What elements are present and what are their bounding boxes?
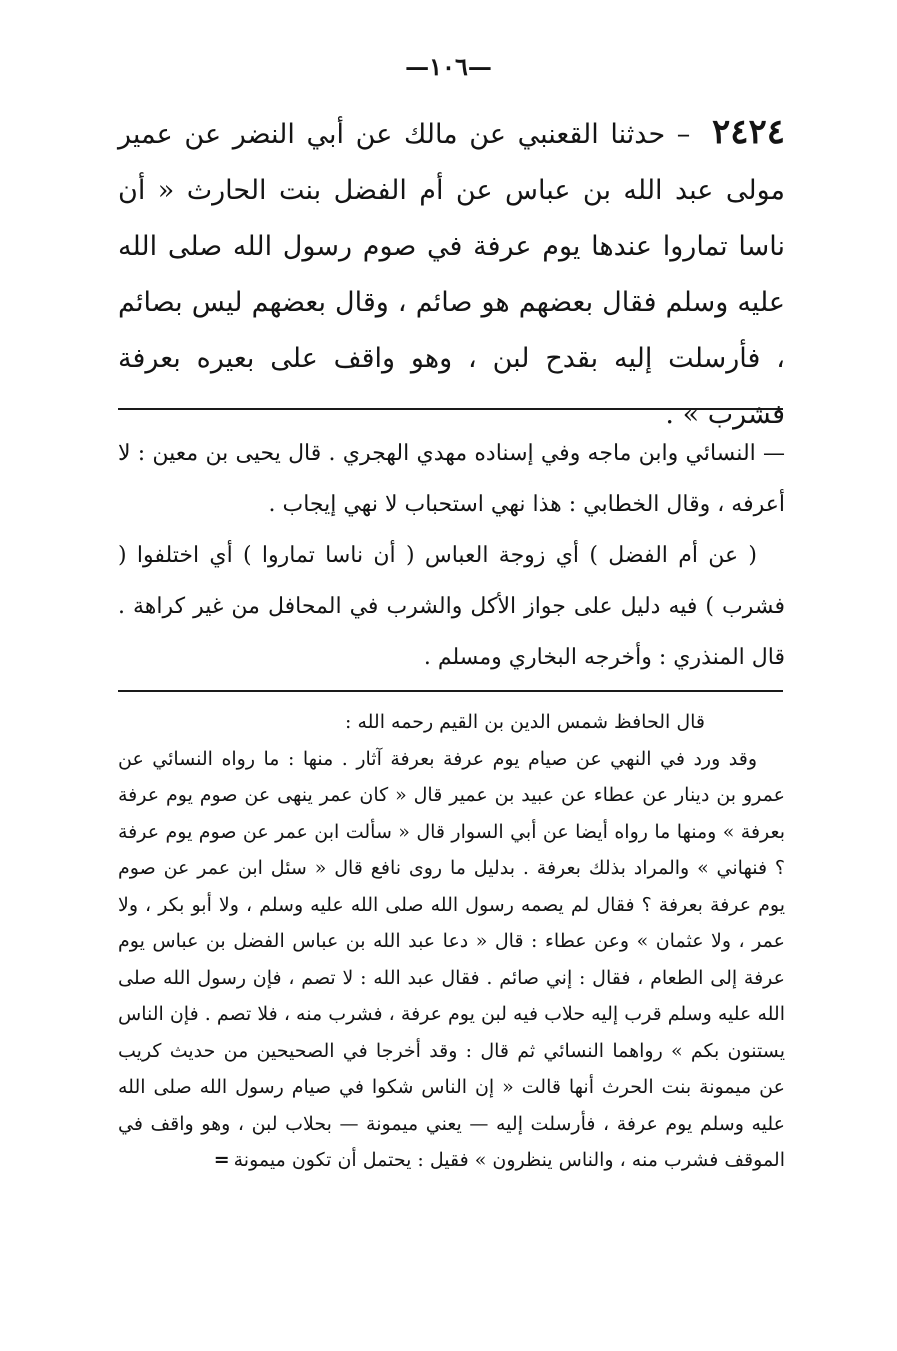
commentary-paragraph: ( عن أم الفضل ) أي زوجة العباس ( أن ناسا تماروا ) أي اختلفوا ( فشرب ) فيه دليل على جواز الأكل والشرب في المحافل من غير كراهة . قال المنذري : وأخرجه البخاري ومسلم . [118, 543, 785, 670]
appendix-text: وقد ورد في النهي عن صيام يوم عرفة بعرفة آثار . منها : ما رواه النسائي عن عمرو بن دينار عن عطاء عن عبيد بن عمير قال « كان عمر ينهى عن صوم يوم عرفة بعرفة » ومنها ما رواه أيضا عن أبي السوار قال « سألت ابن عمر عن صوم يوم عرفة ؟ فنهاني » والمراد بذلك بعرفة . بدليل ما روى نافع قال « سئل ابن عمر عن صوم يوم عرفة بعرفة ؟ فقال لم يصمه رسول الله صلى الله عليه وسلم ، ولا أبو بكر ، ولا عمر ، ولا عثمان » وعن عطاء : قال « دعا عبد الله بن عباس الفضل بن عباس يوم عرفة إلى الطعام ، فقال : إني صائم . فقال عبد الله : لا تصم ، فإن رسول الله صلى الله عليه وسلم قرب إليه حلاب فيه لبن يوم عرفة ، فشرب منه ، فلا تصم . فإن الناس يستنون بكم » رواهما النسائي ثم قال : وقد أخرجا في الصحيحين من حديث كريب عن ميمونة بنت الحرث أنها قالت « إن الناس شكوا في صيام رسول الله صلى الله عليه وسلم يوم عرفة ، فأرسلت إليه — يعني ميمونة — بحلاب لبن ، وهو واقف في الموقف فشرب منه ، والناس ينظرون » فقيل : يحتمل أن تكون ميمونة [118, 747, 785, 1171]
appendix-paragraph [118, 741, 785, 1179]
section-divider [118, 690, 783, 692]
appendix-block [118, 704, 785, 1179]
appendix-heading: قال الحافظ شمس الدين بن القيم رحمه الله : [345, 711, 705, 733]
commentary-block [118, 428, 785, 683]
commentary-paragraph: — النسائي وابن ماجه وفي إسناده مهدي الهجري . قال يحيى بن معين : لا أعرفه ، وقال الخطابي : هذا نهي استحباب لا نهي إيجاب . [118, 441, 785, 517]
hadith-number: ٢٤٢٤ [711, 112, 785, 152]
page-number: —١٠٦— [405, 52, 492, 81]
hadith-text: – حدثنا القعنبي عن مالك عن أبي النضر عن عمير مولى عبد الله بن عباس عن أم الفضل بنت الحارث « أن ناسا تماروا عندها يوم عرفة في صوم رسول الله صلى الله عليه وسلم فقال بعضهم هو صائم ، وقال بعضهم ليس بصائم ، فأرسلت إليه بقدح لبن ، وهو واقف على بعيره بعرفة فشرب » . [118, 119, 785, 430]
hadith-block [118, 104, 785, 443]
section-divider [118, 408, 783, 410]
continuation-mark: = [213, 1149, 230, 1171]
